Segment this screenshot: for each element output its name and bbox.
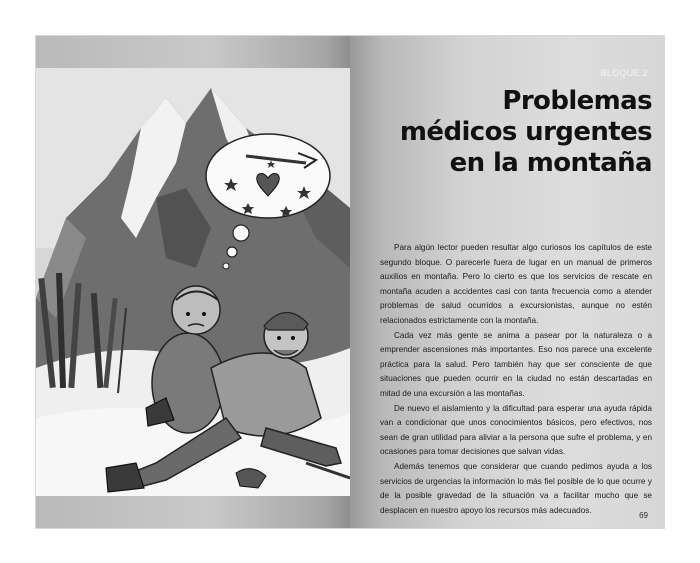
paragraph: De nuevo el aislamiento y la dificultad para esperar una ayuda rápida van a condicionar que unos conocimientos básicos, pero efectivos, nos sean de gran utilidad para aliviar a la persona que sufre el problema, y en ocasiones para tomar decisiones que salvan vidas. bbox=[380, 403, 652, 457]
right-page bbox=[350, 36, 664, 528]
chapter-title-line: en la montaña bbox=[449, 148, 652, 178]
left-page bbox=[36, 36, 350, 528]
paragraph: Además tenemos que considerar que cuando pedimos ayuda a los servicios de urgencias la información lo más fiel posible de lo que ocurre y de la posible gravedad de la situación va a facilitar mucho que se desplacen en nuestro apoyo los recursos más adecuados. bbox=[380, 461, 652, 515]
mountain-rescue-illustration bbox=[36, 68, 350, 496]
page-number: 69 bbox=[639, 511, 648, 520]
block-label: BLOQUE 2 bbox=[600, 68, 648, 78]
body-text bbox=[380, 241, 652, 518]
paragraph: Para algún lector pueden resultar algo curiosos los capítulos de este segundo bloque. O parecerle fuera de lugar en un manual de primeros auxilios en montaña. Pero lo cierto es que los servicios de rescate en montaña acuden a accidentes casi con tanta frecuencia como a atender problemas de salud ocurridos a excursionistas, aunque no estén relacionados estrictamente con la montaña. bbox=[380, 243, 652, 325]
chapter-title-line: Problemas bbox=[502, 86, 652, 116]
chapter-title bbox=[362, 86, 652, 179]
book-spread bbox=[36, 36, 664, 528]
paragraph: Cada vez más gente se anima a pasear por la naturaleza o a emprender ascensiones más importantes. Eso nos parece una excelente práctica para la salud. Pero también hay que ser consciente de que situaciones que pueden ocurrir en la ciudad no están descartadas en mitad de una excursión a las montañas. bbox=[380, 330, 652, 398]
chapter-title-line: médicos urgentes bbox=[399, 117, 652, 147]
